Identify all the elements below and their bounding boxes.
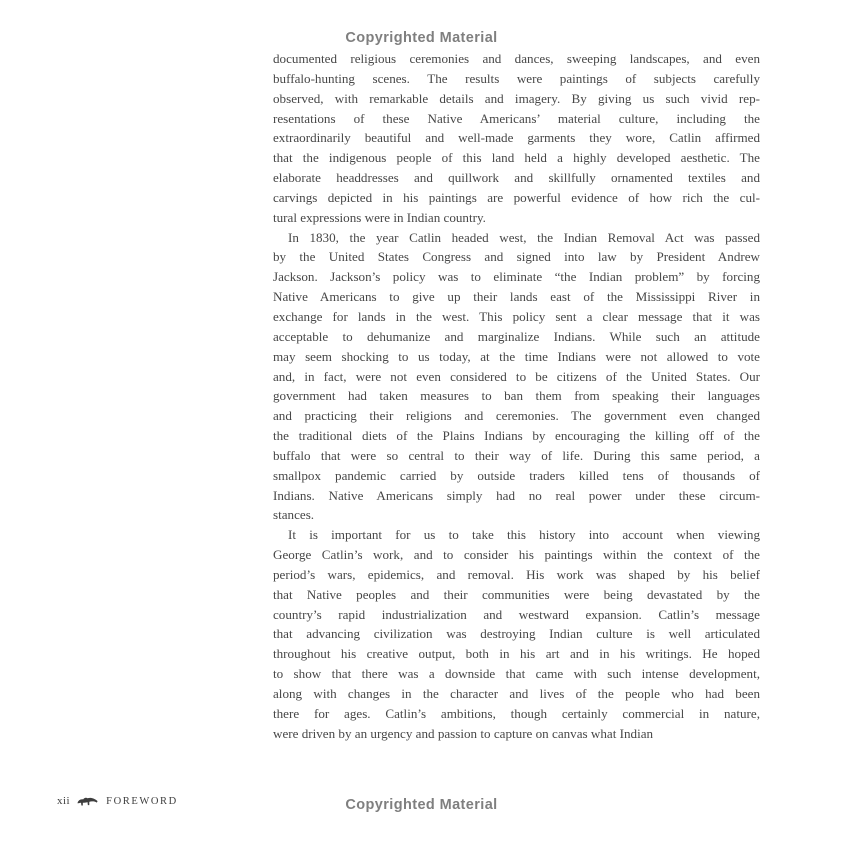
text-line: and practicing their religions and ceremonies. The government even changed bbox=[273, 408, 760, 424]
text-line: George Catlin’s work, and to consider his paintings within the context of the bbox=[273, 547, 760, 563]
text-line: extraordinarily beautiful and well-made garments they wore, Catlin affirmed bbox=[273, 130, 760, 146]
text-line: exchange for lands in the west. This policy sent a clear message that it was bbox=[273, 308, 760, 324]
text-line: and, in fact, were not even considered to be citizens of the United States. Our bbox=[273, 368, 760, 384]
text-line: observed, with remarkable details and imagery. By giving us such vivid rep- bbox=[273, 90, 760, 106]
text-line: acceptable to dehumanize and marginalize Indians. While such an attitude bbox=[273, 328, 760, 344]
text-line: to show that there was a downside that came with such intense development, bbox=[273, 666, 760, 682]
page-text bbox=[273, 49, 760, 744]
paragraph bbox=[273, 49, 760, 228]
text-line: buffalo-hunting scenes. The results were paintings of subjects carefully bbox=[273, 70, 760, 86]
page-number: xii bbox=[57, 795, 71, 807]
text-line: were driven by an urgency and passion to capture on canvas what Indian bbox=[273, 725, 654, 741]
text-line: documented religious ceremonies and dances, sweeping landscapes, and even bbox=[273, 51, 760, 66]
text-line: that Native peoples and their communities were being devastated by the bbox=[273, 586, 760, 602]
text-line: tural expressions were in Indian country. bbox=[273, 209, 486, 225]
text-line: Jackson. Jackson’s policy was to eliminate “the Indian problem” by forcing bbox=[273, 269, 760, 285]
text-line: country’s rapid industrialization and westward expansion. Catlin’s message bbox=[273, 606, 760, 622]
watermark-bottom: Copyrighted Material bbox=[345, 797, 498, 813]
text-line: Native Americans to give up their lands east of the Mississippi River in bbox=[273, 289, 760, 305]
text-line: resentations of these Native Americans’ material culture, including the bbox=[273, 110, 760, 126]
text-line: by the United States Congress and signed into law by President Andrew bbox=[273, 249, 760, 265]
text-line: the traditional diets of the Plains Indians by encouraging the killing off of the bbox=[273, 428, 760, 444]
text-line: stances. bbox=[273, 507, 315, 523]
paragraph bbox=[273, 228, 760, 526]
watermark-top: Copyrighted Material bbox=[345, 30, 498, 46]
text-line: smallpox pandemic carried by outside traders killed tens of thousands of bbox=[273, 467, 760, 483]
text-line: carvings depicted in his paintings are powerful evidence of how rich the cul- bbox=[273, 189, 760, 205]
text-line: that advancing civilization was destroying Indian culture is well articulated bbox=[273, 626, 760, 642]
text-line: may seem shocking to us today, at the time Indians were not allowed to vote bbox=[273, 348, 760, 364]
text-line: Indians. Native Americans simply had no real power under these circum- bbox=[273, 487, 760, 503]
text-line: In 1830, the year Catlin headed west, the Indian Removal Act was passed bbox=[288, 229, 760, 245]
text-line: period’s wars, epidemics, and removal. His work was shaped by his belief bbox=[273, 566, 760, 582]
text-line: It is important for us to take this history into account when viewing bbox=[288, 527, 760, 543]
text-line: throughout his creative output, both in his art and in his writings. He hoped bbox=[273, 646, 760, 662]
text-line: that the indigenous people of this land held a highly developed aesthetic. The bbox=[273, 150, 760, 166]
text-line: along with changes in the character and lives of the people who had been bbox=[273, 686, 760, 701]
footer-section-title: FOREWORD bbox=[106, 795, 178, 807]
text-line: buffalo that were so central to their way of life. During this same period, a bbox=[273, 447, 760, 463]
text-line: government had taken measures to ban them from speaking their languages bbox=[273, 388, 760, 404]
text-line: elaborate headdresses and quillwork and skillfully ornamented textiles and bbox=[273, 170, 760, 186]
paragraph bbox=[273, 525, 760, 743]
text-line: there for ages. Catlin’s ambitions, though certainly commercial in nature, bbox=[273, 705, 760, 721]
